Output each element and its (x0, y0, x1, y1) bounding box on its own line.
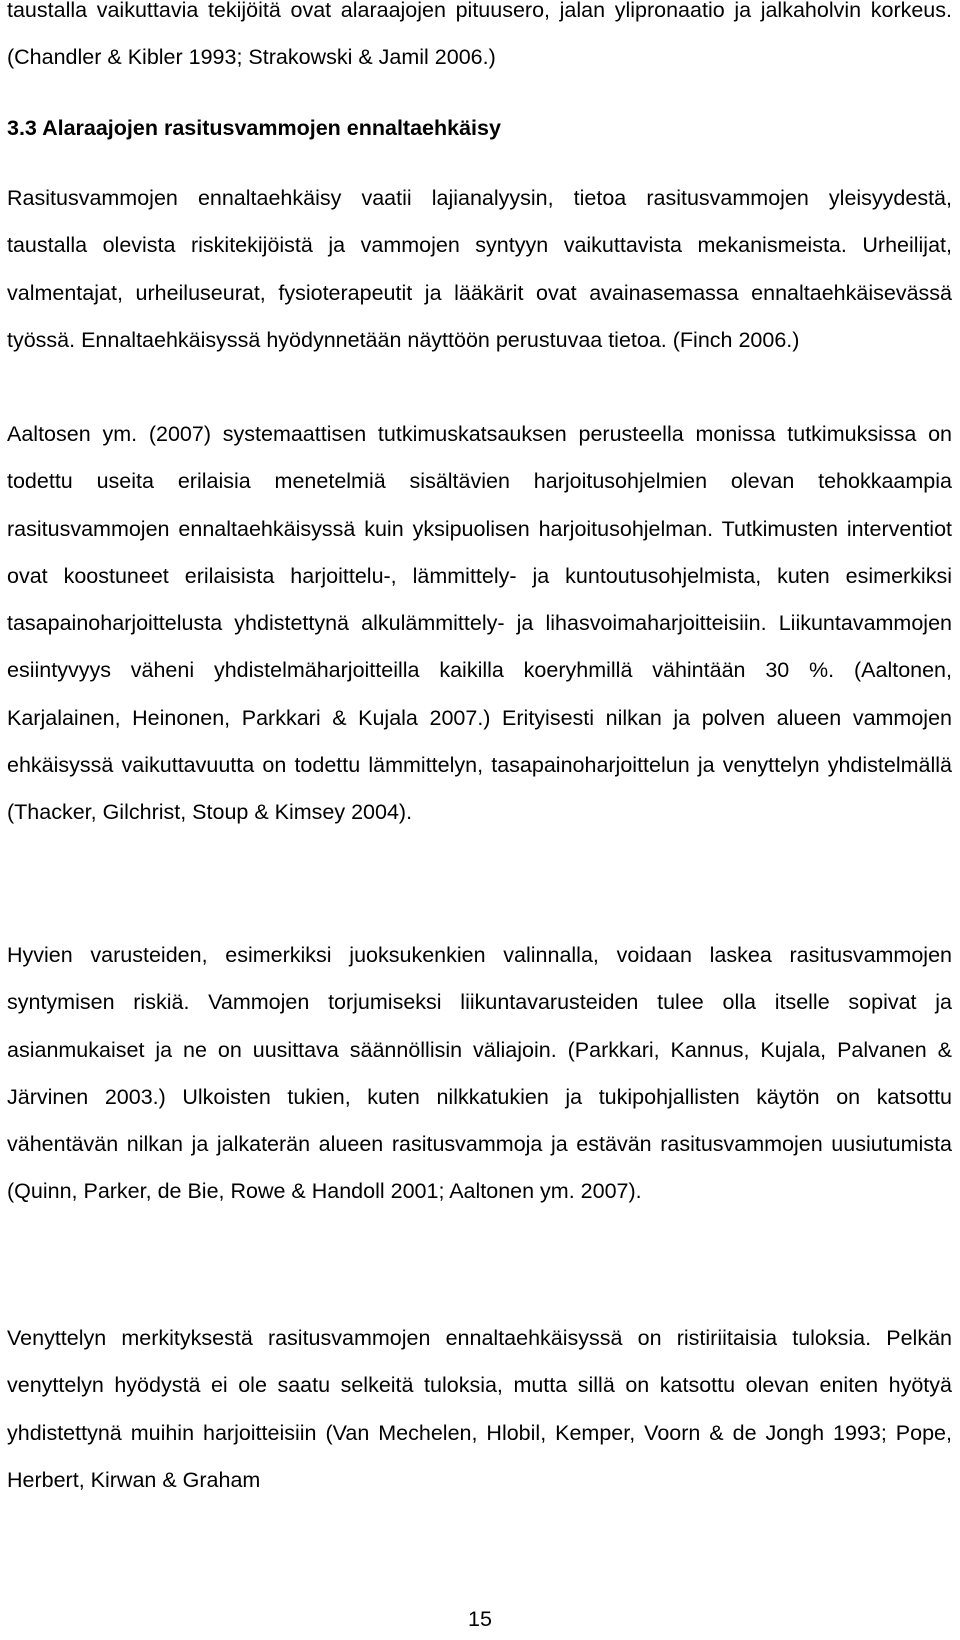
paragraph-2: Aaltosen ym. (2007) systemaattisen tutkimuskatsauksen perusteella monissa tutkimuksissa on todettu useita erilaisia menetelmiä sisältävien harjoitusohjelmien olevan tehokkaampia rasitusvammojen ennaltaehkäisyssä kuin yksipuolisen harjoitusohjelman. Tutkimusten interventiot ovat koostuneet erilaisista harjoittelu-, lämmittely- ja kuntoutusohjelmista, kuten esimerkiksi tasapainoharjoittelusta yhdistettynä alkulämmittely- ja lihasvoimaharjoitteisiin. Liikuntavammojen esiintyvyys väheni yhdistelmäharjoitteilla kaikilla koeryhmillä vähintään 30 %. (Aaltonen, Karjalainen, Heinonen, Parkkari & Kujala 2007.) Erityisesti nilkan ja polven alueen vammojen ehkäisyssä vaikuttavuutta on todettu lämmittelyn, tasapainoharjoittelun ja venyttelyn yhdistelmällä (Thacker, Gilchrist, Stoup & Kimsey 2004). (7, 422, 952, 825)
paragraph-3: Hyvien varusteiden, esimerkiksi juoksukenkien valinnalla, voidaan laskea rasitusvammojen syntymisen riskiä. Vammojen torjumiseksi liikuntavarusteiden tulee olla itselle sopivat ja asianmukaiset ja ne on uusittava säännöllisin väliajoin. (Parkkari, Kannus, Kujala, Palvanen & Järvinen 2003.) Ulkoisten tukien, kuten nilkkatukien ja tukipohjallisten käytön on katsottu vähentävän nilkan ja jalkaterän alueen rasitusvammoja ja estävän rasitusvammojen uusiutumista (Quinn, Parker, de Bie, Rowe & Handoll 2001; Aaltonen ym. 2007). (7, 943, 952, 1204)
section-heading: 3.3 Alaraajojen rasitusvammojen ennaltaehkäisy (7, 116, 501, 140)
intro-paragraph: taustalla vaikuttavia tekijöitä ovat alaraajojen pituusero, jalan ylipronaatio ja jalkaholvin korkeus. (Chandler & Kibler 1993; Strakowski & Jamil 2006.) (7, 0, 952, 70)
paragraph-4: Venyttelyn merkityksestä rasitusvammojen ennaltaehkäisyssä on ristiriitaisia tuloksia. Pelkän venyttelyn hyödystä ei ole saatu selkeitä tuloksia, mutta sillä on katsottu olevan eniten hyötyä yhdistettynä muihin harjoitteisiin (Van Mechelen, Hlobil, Kemper, Voorn & de Jongh 1993; Pope, Herbert, Kirwan & Graham (7, 1326, 952, 1492)
paragraph-1: Rasitusvammojen ennaltaehkäisy vaatii lajianalyysin, tietoa rasitusvammojen yleisyydestä, taustalla olevista riskitekijöistä ja vammojen syntyyn vaikuttavista mekanismeista. Urheilijat, valmentajat, urheiluseurat, fysioterapeutit ja lääkärit ovat avainasemassa ennaltaehkäisevässä työssä. Ennaltaehkäisyssä hyödynnetään näyttöön perustuvaa tietoa. (Finch 2006.) (7, 186, 952, 352)
page-number: 15 (468, 1607, 492, 1631)
